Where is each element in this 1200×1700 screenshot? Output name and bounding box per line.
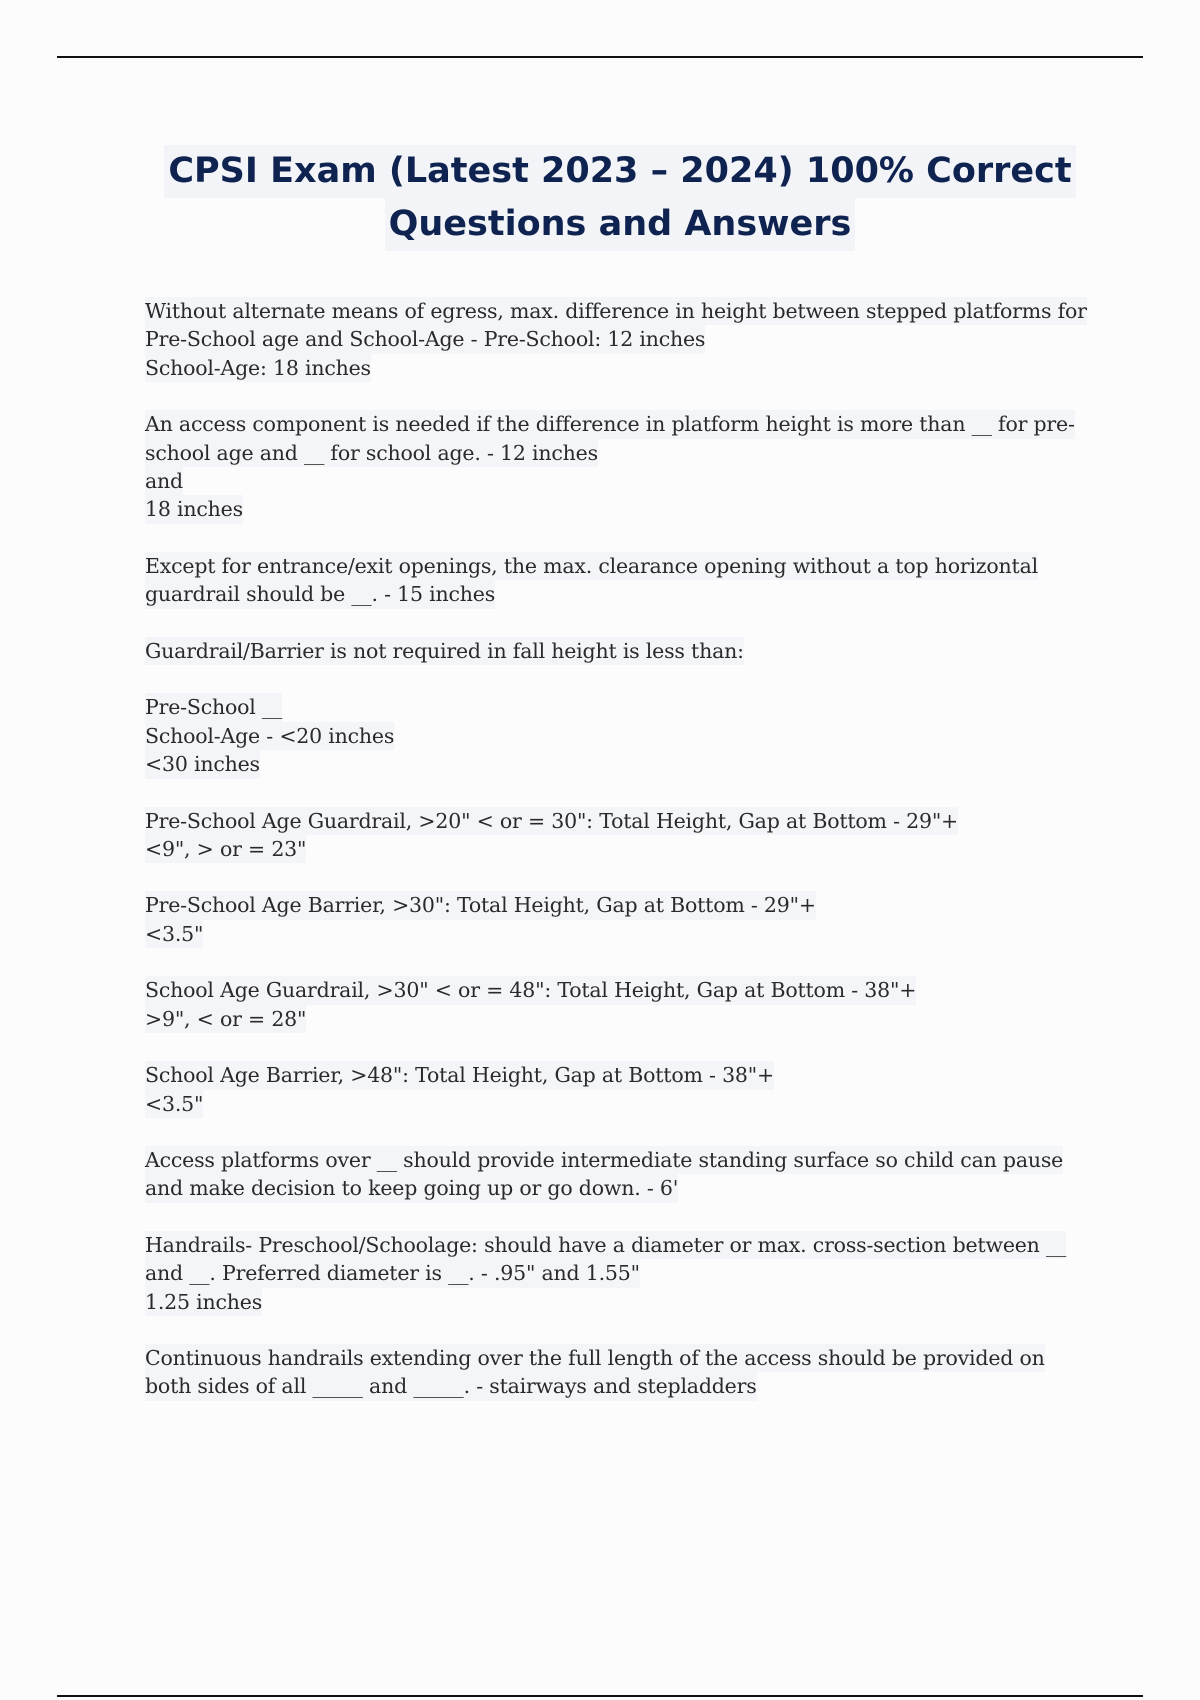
qa-item (145, 1344, 1095, 1401)
qa-item (145, 891, 1095, 948)
qa-text-line: Access platforms over __ should provide intermediate standing surface so child can pause (145, 1146, 1063, 1174)
title-line: CPSI Exam (Latest 2023 – 2024) 100% Correct (164, 145, 1075, 198)
title-line: Questions and Answers (385, 198, 856, 251)
qa-text-line: An access component is needed if the difference in platform height is more than __ for pre- (145, 410, 1075, 438)
qa-text-line: School-Age: 18 inches (145, 354, 371, 382)
qa-text-line: <9", > or = 23" (145, 835, 306, 863)
qa-text-line: <30 inches (145, 750, 260, 778)
qa-item (145, 297, 1095, 382)
qa-text-line: Guardrail/Barrier is not required in fall height is less than: (145, 637, 744, 665)
qa-item (145, 637, 1095, 779)
qa-item (145, 1146, 1095, 1203)
qa-item (145, 1231, 1095, 1316)
qa-text-line: <3.5" (145, 1090, 203, 1118)
header-rule (57, 56, 1143, 58)
qa-text-line: Without alternate means of egress, max. difference in height between stepped platforms for (145, 297, 1087, 325)
qa-item (145, 410, 1095, 524)
qa-text-line: School-Age - <20 inches (145, 722, 394, 750)
qa-text-line: School Age Guardrail, >30" < or = 48": Total Height, Gap at Bottom - 38"+ (145, 976, 916, 1004)
qa-text-line: and __. Preferred diameter is __. - .95" and 1.55" (145, 1259, 640, 1287)
qa-text-line: 1.25 inches (145, 1288, 262, 1316)
qa-text-line: school age and __ for school age. - 12 inches (145, 439, 598, 467)
qa-text-line: Pre-School Age Barrier, >30": Total Height, Gap at Bottom - 29"+ (145, 891, 816, 919)
qa-text-line: Pre-School __ (145, 693, 282, 721)
qa-text-line: Except for entrance/exit openings, the max. clearance opening without a top horizontal (145, 552, 1038, 580)
qa-item (145, 807, 1095, 864)
qa-text-line: 18 inches (145, 495, 243, 523)
qa-text-line: Pre-School age and School-Age - Pre-School: 12 inches (145, 325, 705, 353)
qa-list (145, 297, 1095, 1429)
document-title (60, 145, 1180, 251)
qa-text-line: Pre-School Age Guardrail, >20" < or = 30": Total Height, Gap at Bottom - 29"+ (145, 807, 958, 835)
qa-text-line: both sides of all _____ and _____. - stairways and stepladders (145, 1372, 757, 1400)
qa-text-line: guardrail should be __. - 15 inches (145, 580, 495, 608)
qa-item (145, 552, 1095, 609)
qa-text-line: Handrails- Preschool/Schoolage: should have a diameter or max. cross-section between __ (145, 1231, 1066, 1259)
qa-text-line: <3.5" (145, 920, 203, 948)
qa-text-line: and make decision to keep going up or go down. - 6' (145, 1174, 678, 1202)
qa-text-line: and (145, 467, 183, 495)
qa-item (145, 976, 1095, 1033)
footer-rule (57, 1695, 1143, 1697)
qa-text-line: School Age Barrier, >48": Total Height, Gap at Bottom - 38"+ (145, 1061, 774, 1089)
qa-text-line: Continuous handrails extending over the full length of the access should be provided on (145, 1344, 1045, 1372)
qa-text-line: >9", < or = 28" (145, 1005, 306, 1033)
qa-item (145, 1061, 1095, 1118)
